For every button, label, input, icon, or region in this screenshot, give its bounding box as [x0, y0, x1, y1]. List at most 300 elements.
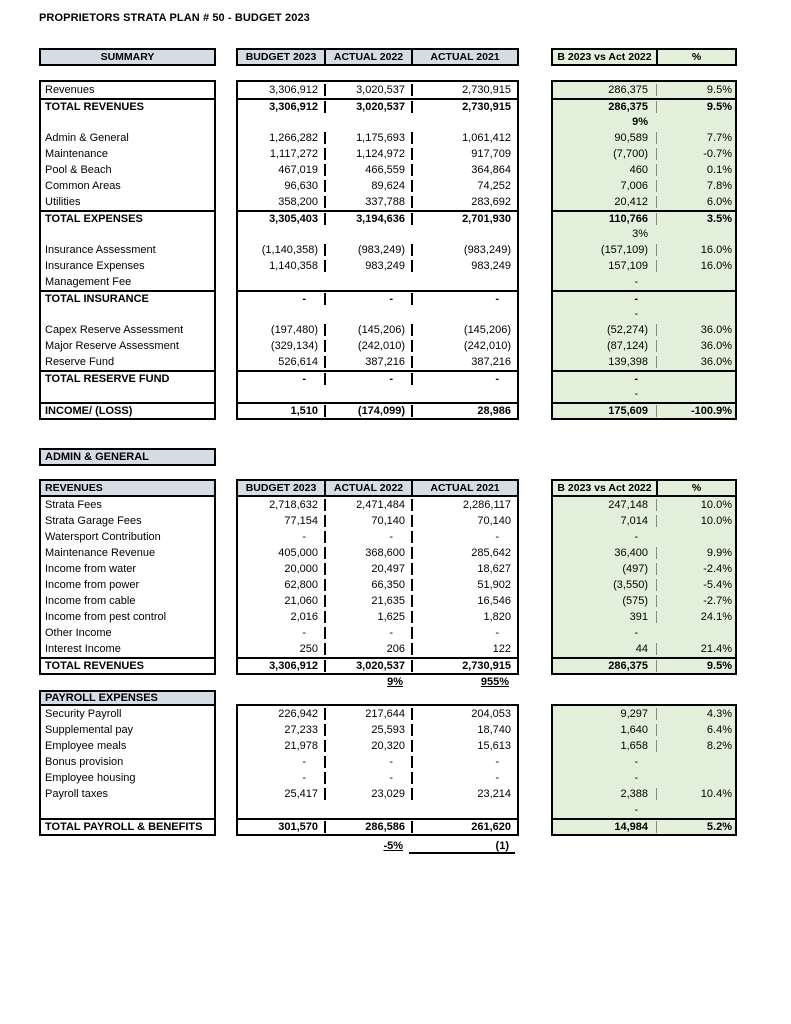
actual-2021-cell: -	[411, 756, 517, 768]
percent-cell: 36.0%	[656, 324, 735, 336]
variance-cell: (575)	[622, 595, 648, 607]
table-row-numbers	[238, 657, 517, 673]
table-row-numbers	[238, 738, 517, 754]
table-row-label	[41, 722, 214, 738]
table-row-label	[41, 754, 214, 770]
actual-2022-cell: -	[324, 293, 411, 305]
column-header-percent: %	[656, 481, 735, 495]
table-row-variance	[553, 625, 735, 641]
actual-2022-cell: 387,216	[324, 356, 411, 368]
percent-cell: 36.0%	[656, 356, 735, 368]
variance-cell: 391	[629, 611, 648, 623]
actual-2021-cell: -	[411, 772, 517, 784]
table-row-numbers	[238, 786, 517, 802]
table-row-numbers	[238, 114, 517, 130]
table-row-variance	[553, 178, 735, 194]
table-row-label	[41, 354, 214, 370]
table-row-numbers	[238, 402, 517, 418]
row-label: Employee meals	[45, 740, 127, 752]
table-row-label	[41, 306, 214, 322]
percent-cell: -0.7%	[656, 148, 735, 160]
row-label: Supplemental pay	[45, 724, 134, 736]
row-label: TOTAL RESERVE FUND	[45, 373, 170, 385]
percent-cell: 16.0%	[656, 260, 735, 272]
payroll-table	[39, 704, 737, 836]
table-row-label	[41, 641, 214, 657]
numbers-column-box	[236, 80, 519, 420]
table-row-label	[41, 609, 214, 625]
actual-2021-cell: 283,692	[411, 196, 517, 208]
percent-cell: 10.0%	[656, 499, 735, 511]
budget-2023-cell: -	[302, 756, 306, 768]
budget-2023-cell: 21,060	[284, 595, 318, 607]
row-label: INCOME/ (LOSS)	[45, 405, 133, 417]
percent-cell: 24.1%	[656, 611, 735, 623]
table-row-label	[41, 513, 214, 529]
percent-cell: 6.0%	[656, 196, 735, 208]
actual-2021-cell: (983,249)	[411, 244, 517, 256]
table-row-label	[41, 370, 214, 386]
percent-cell: 7.7%	[656, 132, 735, 144]
table-row-label	[41, 98, 214, 114]
table-row-numbers	[238, 370, 517, 386]
table-row-variance	[553, 322, 735, 338]
table-row-label	[41, 386, 214, 402]
table-row-numbers	[238, 82, 517, 98]
budget-2023-cell: 250	[299, 643, 318, 655]
table-row-numbers	[238, 706, 517, 722]
table-row-variance	[553, 210, 735, 226]
budget-2023-cell: 77,154	[284, 515, 318, 527]
table-row-numbers	[238, 338, 517, 354]
percent-cell: 4.3%	[656, 708, 735, 720]
table-row-label	[41, 657, 214, 673]
label-column-box	[39, 495, 216, 675]
actual-2021-cell: 917,709	[411, 148, 517, 160]
table-row-numbers	[238, 306, 517, 322]
summary-header-box	[39, 48, 216, 66]
row-label: Security Payroll	[45, 708, 122, 720]
actual-2021-cell: 23,214	[411, 788, 517, 800]
actual-2021-cell: 261,620	[411, 821, 517, 833]
row-label: Insurance Assessment	[45, 244, 156, 256]
table-row-label	[41, 274, 214, 290]
column-header-budget-2023: BUDGET 2023	[245, 482, 317, 494]
table-row-label	[41, 738, 214, 754]
variance-cell: 247,148	[608, 499, 648, 511]
actual-2022-cell: 206	[324, 643, 411, 655]
actual-2022-cell: 3,020,537	[324, 660, 411, 672]
actual-2021-cell: 18,627	[411, 563, 517, 575]
table-row-variance	[553, 338, 735, 354]
variance-cell: (497)	[622, 563, 648, 575]
table-row-label	[41, 338, 214, 354]
budget-2023-cell: 467,019	[278, 164, 318, 176]
row-label: Admin & General	[45, 132, 129, 144]
actual-2021-cell: 2,730,915	[411, 84, 517, 96]
table-row-label	[41, 545, 214, 561]
row-label: Pool & Beach	[45, 164, 112, 176]
column-header-actual-2021: ACTUAL 2021	[411, 50, 517, 64]
table-row-variance	[553, 802, 735, 818]
actual-2022-cell: 466,559	[324, 164, 411, 176]
variance-cell: 460	[629, 164, 648, 176]
actual-2022-cell: 983,249	[324, 260, 411, 272]
variance-cell: 3%	[632, 228, 648, 240]
table-row-numbers	[238, 529, 517, 545]
section-header-payroll-expenses: PAYROLL EXPENSES	[39, 690, 216, 706]
percent-cell: 10.0%	[656, 515, 735, 527]
actual-2021-cell: 16,546	[411, 595, 517, 607]
actual-2021-cell: 2,286,117	[411, 499, 517, 511]
table-row-variance	[553, 194, 735, 210]
actual-2021-cell: 28,986	[411, 405, 517, 417]
table-row-variance	[553, 754, 735, 770]
table-row-label	[41, 577, 214, 593]
actual-2022-cell: (145,206)	[324, 324, 411, 336]
actual-2022-cell: (174,099)	[324, 405, 411, 417]
summary-variance-header-box	[551, 48, 737, 66]
budget-2023-cell: 27,233	[284, 724, 318, 736]
actual-2021-cell: 2,730,915	[411, 101, 517, 113]
table-row-label	[41, 402, 214, 418]
actual-2022-cell: 217,644	[324, 708, 411, 720]
budget-2023-cell: 21,978	[284, 740, 318, 752]
budget-2023-cell: 2,016	[290, 611, 318, 623]
budget-2023-cell: 1,510	[290, 405, 318, 417]
row-label: Income from water	[45, 563, 137, 575]
revenues-table	[39, 495, 737, 675]
actual-2022-cell: (983,249)	[324, 244, 411, 256]
percent-cell: 8.2%	[656, 740, 735, 752]
variance-column-box	[551, 495, 737, 675]
variance-cell: 90,589	[614, 132, 648, 144]
summary-columns-header-box	[236, 48, 519, 66]
budget-2023-cell: -	[302, 373, 306, 385]
variance-cell: 157,109	[608, 260, 648, 272]
table-row-label	[41, 290, 214, 306]
summary-table	[39, 80, 737, 420]
table-row-label	[41, 529, 214, 545]
table-row-numbers	[238, 513, 517, 529]
table-row-numbers	[238, 274, 517, 290]
variance-column-box	[551, 80, 737, 420]
actual-2021-cell: 2,730,915	[411, 660, 517, 672]
table-row-variance	[553, 818, 735, 834]
percent-cell: 9.9%	[656, 547, 735, 559]
table-row-numbers	[238, 258, 517, 274]
actual-2021-cell: 70,140	[411, 515, 517, 527]
variance-cell: -	[634, 756, 638, 768]
table-row-variance	[553, 561, 735, 577]
row-label: Interest Income	[45, 643, 121, 655]
table-row-label	[41, 561, 214, 577]
table-row-variance	[553, 722, 735, 738]
table-row-numbers	[238, 226, 517, 242]
table-row-numbers	[238, 354, 517, 370]
table-row-variance	[553, 657, 735, 673]
table-row-variance	[553, 82, 735, 98]
variance-cell: (7,700)	[613, 148, 648, 160]
payroll-footnote-row	[236, 840, 519, 855]
table-row-label	[41, 497, 214, 513]
variance-cell: -	[634, 531, 638, 543]
actual-2022-cell: 70,140	[324, 515, 411, 527]
table-row-variance	[553, 130, 735, 146]
summary-header-row	[39, 48, 737, 66]
table-row-numbers	[238, 162, 517, 178]
column-header-actual-2022: ACTUAL 2022	[324, 481, 411, 495]
table-row-variance	[553, 290, 735, 306]
actual-2022-cell: -	[324, 531, 411, 543]
actual-2021-cell: 983,249	[411, 260, 517, 272]
table-row-label	[41, 322, 214, 338]
table-row-variance	[553, 386, 735, 402]
variance-cell: (157,109)	[600, 244, 648, 256]
row-label: Watersport Contribution	[45, 531, 161, 543]
table-row-numbers	[238, 178, 517, 194]
budget-2023-cell: 62,800	[284, 579, 318, 591]
variance-cell: 286,375	[608, 101, 648, 113]
variance-cell: 44	[635, 643, 648, 655]
variance-cell: 36,400	[614, 547, 648, 559]
variance-cell: 1,658	[620, 740, 648, 752]
table-row-numbers	[238, 770, 517, 786]
variance-cell: -	[634, 373, 638, 385]
actual-2022-cell: 25,593	[324, 724, 411, 736]
table-row-numbers	[238, 802, 517, 818]
revenues-footnote-actual-2021: 955%	[480, 676, 509, 688]
actual-2022-cell: 2,471,484	[324, 499, 411, 511]
variance-cell: -	[634, 276, 638, 288]
row-label: Management Fee	[45, 276, 132, 288]
actual-2021-cell: 122	[411, 643, 517, 655]
variance-cell: -	[634, 293, 638, 305]
revenues-header-label: REVENUES	[45, 482, 103, 494]
table-row-variance	[553, 529, 735, 545]
row-label: TOTAL REVENUES	[45, 101, 145, 113]
budget-2023-cell: -	[302, 293, 306, 305]
actual-2022-cell: -	[324, 627, 411, 639]
budget-2023-cell: -	[302, 531, 306, 543]
table-row-variance	[553, 786, 735, 802]
percent-cell: 0.1%	[656, 164, 735, 176]
table-row-numbers	[238, 497, 517, 513]
table-row-numbers	[238, 194, 517, 210]
budget-2023-cell: 3,306,912	[269, 101, 318, 113]
row-label: Income from power	[45, 579, 140, 591]
percent-cell: 3.5%	[656, 213, 735, 225]
table-row-label	[41, 242, 214, 258]
table-row-variance	[553, 162, 735, 178]
table-row-label	[41, 178, 214, 194]
actual-2022-cell: -	[324, 772, 411, 784]
column-header-budget-2023: BUDGET 2023	[245, 51, 317, 63]
actual-2022-cell: 286,586	[324, 821, 411, 833]
row-label: Maintenance Revenue	[45, 547, 156, 559]
label-column-box	[39, 704, 216, 836]
percent-cell: 9.5%	[656, 660, 735, 672]
revenues-footnote-row	[236, 676, 519, 691]
actual-2021-cell: 74,252	[411, 180, 517, 192]
variance-cell: 14,984	[614, 821, 648, 833]
variance-cell: -	[634, 804, 638, 816]
row-label: Major Reserve Assessment	[45, 340, 179, 352]
table-row-numbers	[238, 609, 517, 625]
table-row-numbers	[238, 625, 517, 641]
table-row-label	[41, 258, 214, 274]
variance-cell: 7,006	[620, 180, 648, 192]
table-row-label	[41, 146, 214, 162]
row-label: Strata Fees	[45, 499, 102, 511]
actual-2021-cell: (145,206)	[411, 324, 517, 336]
table-row-variance	[553, 354, 735, 370]
actual-2022-cell: 21,635	[324, 595, 411, 607]
budget-2023-cell: 20,000	[284, 563, 318, 575]
actual-2021-cell: 2,701,930	[411, 213, 517, 225]
table-row-numbers	[238, 146, 517, 162]
table-row-variance	[553, 770, 735, 786]
actual-2021-cell: 51,902	[411, 579, 517, 591]
variance-cell: -	[634, 388, 638, 400]
table-row-label	[41, 162, 214, 178]
table-row-numbers	[238, 130, 517, 146]
table-row-numbers	[238, 561, 517, 577]
percent-cell: 9.5%	[656, 101, 735, 113]
document-title: PROPRIETORS STRATA PLAN # 50 - BUDGET 2023	[39, 12, 310, 24]
table-row-variance	[553, 242, 735, 258]
revenues-footnote-actual-2022: 9%	[387, 676, 403, 688]
actual-2022-cell: -	[324, 373, 411, 385]
table-row-numbers	[238, 290, 517, 306]
variance-cell: 9%	[632, 116, 648, 128]
table-row-variance	[553, 577, 735, 593]
percent-cell: 16.0%	[656, 244, 735, 256]
table-row-label	[41, 210, 214, 226]
row-label: Insurance Expenses	[45, 260, 145, 272]
table-row-numbers	[238, 593, 517, 609]
actual-2021-cell: 15,613	[411, 740, 517, 752]
table-row-label	[41, 802, 214, 818]
table-row-numbers	[238, 98, 517, 114]
budget-2023-cell: 358,200	[278, 196, 318, 208]
actual-2021-cell: (242,010)	[411, 340, 517, 352]
row-label: Income from cable	[45, 595, 136, 607]
variance-cell: -	[634, 772, 638, 784]
table-row-label	[41, 114, 214, 130]
row-label: Common Areas	[45, 180, 121, 192]
table-row-label	[41, 82, 214, 98]
table-row-variance	[553, 609, 735, 625]
variance-cell: -	[634, 308, 638, 320]
table-row-variance	[553, 738, 735, 754]
budget-2023-cell: 526,614	[278, 356, 318, 368]
table-row-numbers	[238, 577, 517, 593]
table-row-variance	[553, 593, 735, 609]
budget-2023-cell: 3,306,912	[269, 84, 318, 96]
column-header-actual-2022: ACTUAL 2022	[324, 50, 411, 64]
table-row-numbers	[238, 545, 517, 561]
actual-2021-cell: 1,061,412	[411, 132, 517, 144]
percent-cell: 5.2%	[656, 821, 735, 833]
table-row-variance	[553, 258, 735, 274]
table-row-variance	[553, 641, 735, 657]
table-row-numbers	[238, 754, 517, 770]
table-row-label	[41, 130, 214, 146]
numbers-column-box	[236, 495, 519, 675]
variance-cell: 139,398	[608, 356, 648, 368]
table-row-label	[41, 770, 214, 786]
actual-2022-cell: 3,020,537	[324, 101, 411, 113]
row-label: TOTAL REVENUES	[45, 660, 145, 672]
variance-cell: (87,124)	[607, 340, 648, 352]
variance-cell: 175,609	[608, 405, 648, 417]
table-row-variance	[553, 306, 735, 322]
budget-2023-cell: (1,140,358)	[261, 244, 318, 256]
row-label: Other Income	[45, 627, 112, 639]
actual-2021-cell: 1,820	[411, 611, 517, 623]
table-row-numbers	[238, 818, 517, 834]
variance-cell: (3,550)	[613, 579, 648, 591]
column-header-actual-2021: ACTUAL 2021	[411, 481, 517, 495]
variance-cell: -	[634, 627, 638, 639]
budget-2023-cell: -	[302, 772, 306, 784]
row-label: TOTAL PAYROLL & BENEFITS	[45, 821, 203, 833]
row-label: Revenues	[45, 84, 95, 96]
budget-2023-cell: 301,570	[278, 821, 318, 833]
table-row-variance	[553, 146, 735, 162]
percent-cell: -2.4%	[656, 563, 735, 575]
actual-2021-cell: -	[411, 627, 517, 639]
actual-2021-cell: 285,642	[411, 547, 517, 559]
variance-cell: 2,388	[620, 788, 648, 800]
percent-cell: -100.9%	[656, 405, 735, 417]
variance-column-box	[551, 704, 737, 836]
payroll-footnote-actual-2021: (1)	[409, 840, 515, 854]
variance-cell: (52,274)	[607, 324, 648, 336]
table-row-variance	[553, 706, 735, 722]
budget-2023-cell: (329,134)	[270, 340, 318, 352]
summary-header-label: SUMMARY	[100, 51, 155, 63]
actual-2021-cell: -	[411, 373, 517, 385]
variance-cell: 286,375	[608, 84, 648, 96]
row-label: Strata Garage Fees	[45, 515, 142, 527]
column-header-percent: %	[656, 50, 735, 64]
budget-2023-cell: 96,630	[284, 180, 318, 192]
table-row-variance	[553, 402, 735, 418]
table-row-variance	[553, 545, 735, 561]
actual-2022-cell: 20,497	[324, 563, 411, 575]
table-row-variance	[553, 226, 735, 242]
budget-2023-cell: 226,942	[278, 708, 318, 720]
budget-2023-cell: 3,305,403	[269, 213, 318, 225]
variance-cell: 286,375	[608, 660, 648, 672]
row-label: Income from pest control	[45, 611, 167, 623]
column-header-variance: B 2023 vs Act 2022	[557, 482, 652, 494]
percent-cell: 10.4%	[656, 788, 735, 800]
table-row-variance	[553, 274, 735, 290]
row-label: Utilities	[45, 196, 81, 208]
table-row-label	[41, 625, 214, 641]
label-column-box	[39, 80, 216, 420]
actual-2022-cell: (242,010)	[324, 340, 411, 352]
percent-cell: 36.0%	[656, 340, 735, 352]
variance-cell: 1,640	[620, 724, 648, 736]
table-row-variance	[553, 98, 735, 114]
table-row-numbers	[238, 386, 517, 402]
table-row-label	[41, 706, 214, 722]
row-label: Payroll taxes	[45, 788, 108, 800]
